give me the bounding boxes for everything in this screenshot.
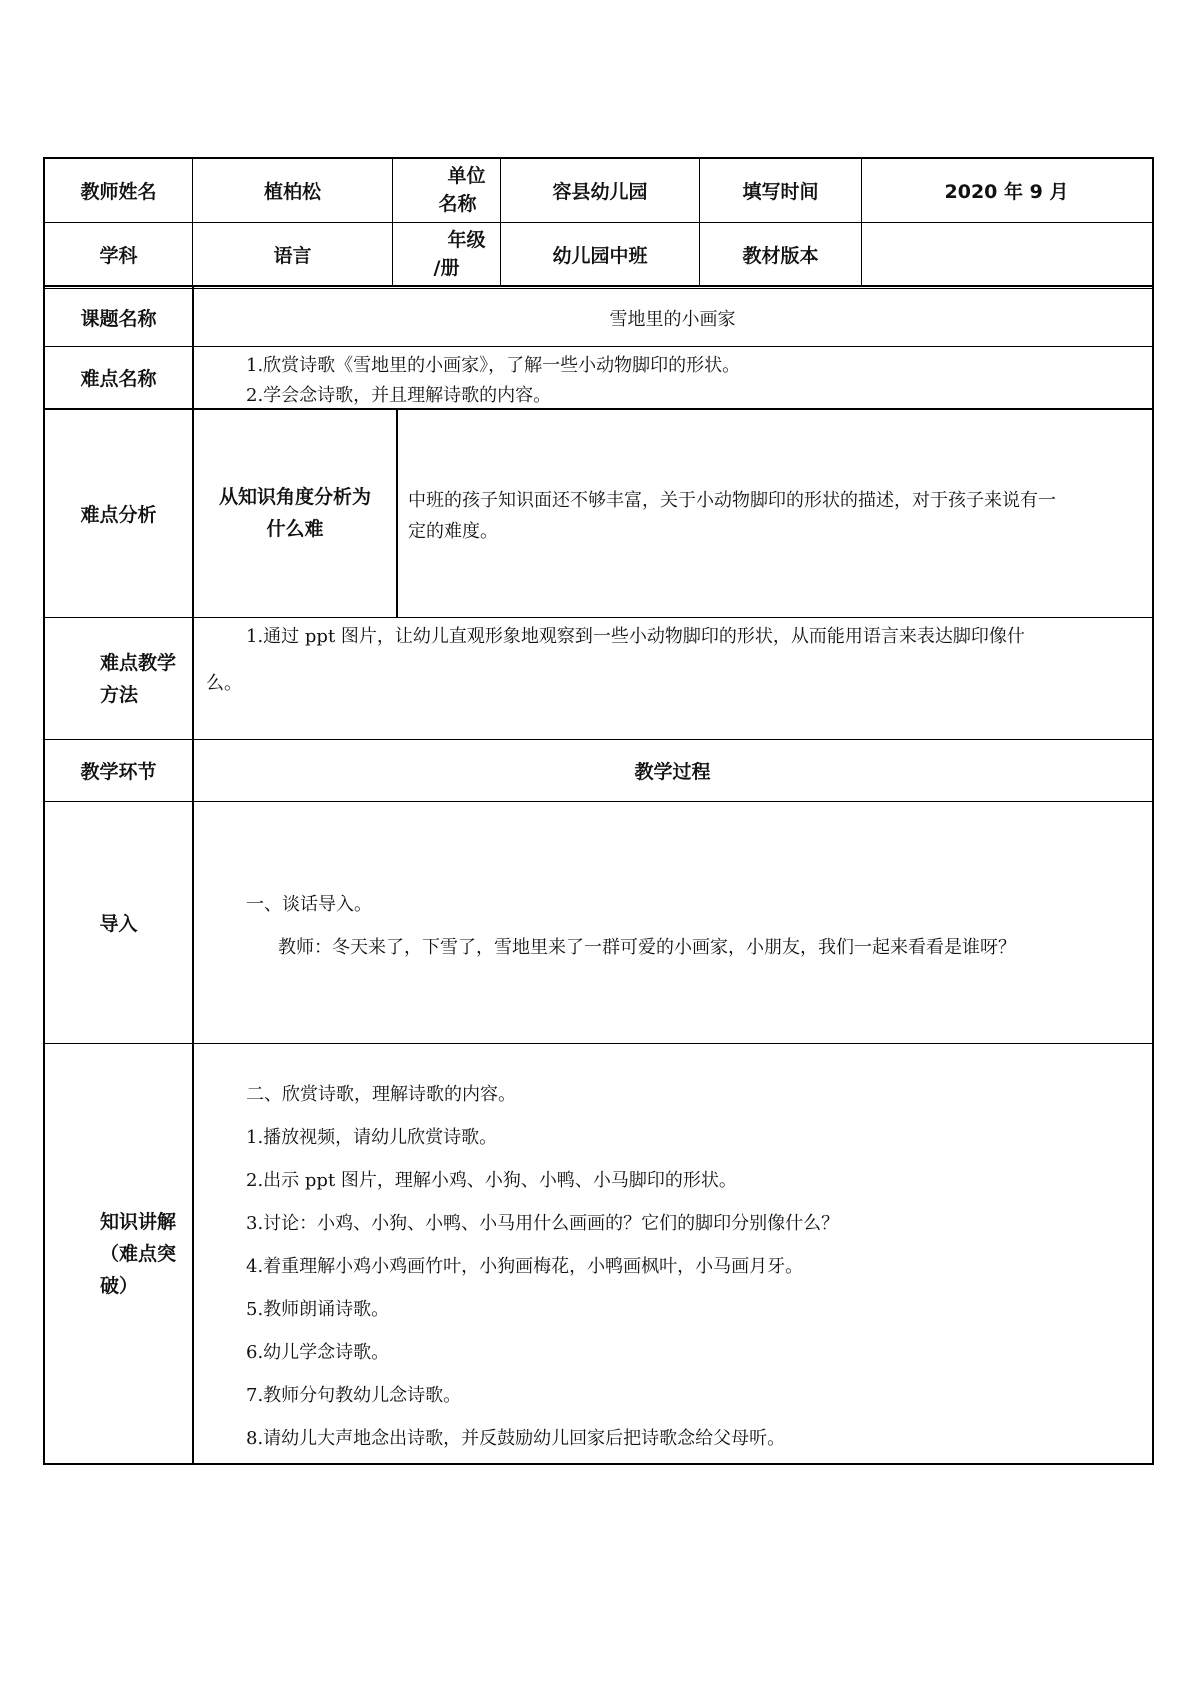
knowledge-label	[45, 1044, 192, 1463]
topic-value: 雪地里的小画家	[609, 308, 736, 330]
difficulty-line-2: 2.学会念诗歌，并且理解诗歌的内容。	[246, 385, 552, 406]
analysis-line-2: 定的难度。	[408, 521, 498, 542]
row-divider	[43, 617, 1153, 618]
knowledge-line-7: 7.教师分句教幼儿念诗歌。	[246, 1385, 462, 1406]
knowledge-line-6: 6.幼儿学念诗歌。	[246, 1342, 390, 1363]
row-divider	[43, 346, 1153, 347]
row-divider	[43, 801, 1153, 802]
knowledge-line-0: 二、欣赏诗歌，理解诗歌的内容。	[246, 1084, 516, 1105]
unit-label-line-2: 名称	[438, 193, 477, 215]
analysis-label: 难点分析	[80, 503, 157, 526]
difficulty-line-1: 1.欣赏诗歌《雪地里的小画家》，了解一些小动物脚印的形状。	[246, 355, 741, 376]
table-bottom-border	[43, 1463, 1153, 1465]
knowledge-label-line-2: （难点突	[100, 1242, 177, 1265]
analysis-col-divider	[396, 409, 398, 617]
row-divider	[43, 1043, 1153, 1044]
topic-label: 课题名称	[80, 308, 157, 330]
knowledge-line-8: 8.请幼儿大声地念出诗歌，并反鼓励幼儿回家后把诗歌念给父母听。	[246, 1428, 786, 1449]
teacher-name-label: 教师姓名	[80, 180, 157, 203]
knowledge-line-2: 2.出示 ppt 图片，理解小鸡、小狗、小鸭、小马脚印的形状。	[246, 1170, 737, 1191]
intro-line-1: 一、谈话导入。	[246, 894, 372, 915]
knowledge-line-1: 1.播放视频，请幼儿欣赏诗歌。	[246, 1127, 498, 1148]
analysis-sub-label	[194, 409, 396, 617]
analysis-sub-label-line-1: 从知识角度分析为	[218, 486, 371, 508]
table-right-border	[1152, 157, 1154, 1465]
process-section-label: 教学环节	[80, 761, 157, 783]
grade-label-line-2: /册	[433, 257, 460, 279]
fill-time-label: 填写时间	[742, 180, 819, 203]
grade-label-line-1: 年级	[447, 229, 486, 251]
process-header-value: 教学过程	[634, 761, 711, 783]
knowledge-line-4: 4.着重理解小鸡小鸡画竹叶，小狗画梅花，小鸭画枫叶，小马画月牙。	[246, 1256, 804, 1277]
edition-value	[862, 223, 1151, 285]
method-label-line-2: 方法	[100, 683, 139, 706]
method-label-line-1: 难点教学	[100, 651, 177, 674]
grade-value: 幼儿园中班	[552, 244, 648, 267]
method-line-1: 1.通过 ppt 图片，让幼儿直观形象地观察到一些小动物脚印的形状，从而能用语言来表达脚印像什	[246, 626, 1025, 647]
fill-time-value: 2020 年 9 月	[944, 180, 1069, 203]
intro-label: 导入	[99, 913, 138, 935]
unit-name-label	[393, 158, 500, 222]
knowledge-line-5: 5.教师朗诵诗歌。	[246, 1299, 390, 1320]
knowledge-line-3: 3.讨论：小鸡、小狗、小鸭、小马用什么画画的？它们的脚印分别像什么？	[246, 1213, 840, 1234]
method-line-2: 么。	[206, 673, 242, 694]
difficulty-label: 难点名称	[80, 368, 157, 390]
knowledge-label-line-1: 知识讲解	[100, 1210, 177, 1233]
unit-label-line-1: 单位	[447, 165, 486, 187]
row-divider	[43, 285, 1153, 287]
intro-line-2: 教师：冬天来了，下雪了，雪地里来了一群可爱的小画家，小朋友，我们一起来看看是谁呀？	[278, 937, 1016, 958]
teacher-name-value: 植柏松	[263, 180, 321, 203]
subject-label: 学科	[99, 244, 138, 267]
analysis-sub-label-line-2: 什么难	[266, 518, 324, 540]
edition-label: 教材版本	[742, 244, 819, 267]
method-label	[45, 618, 192, 739]
analysis-line-1: 中班的孩子知识面还不够丰富，关于小动物脚印的形状的描述，对于孩子来说有一	[408, 490, 1056, 511]
knowledge-label-line-3: 破）	[100, 1274, 139, 1297]
unit-name-value: 容县幼儿园	[552, 180, 648, 203]
grade-label	[393, 223, 500, 285]
subject-value: 语言	[273, 244, 312, 267]
